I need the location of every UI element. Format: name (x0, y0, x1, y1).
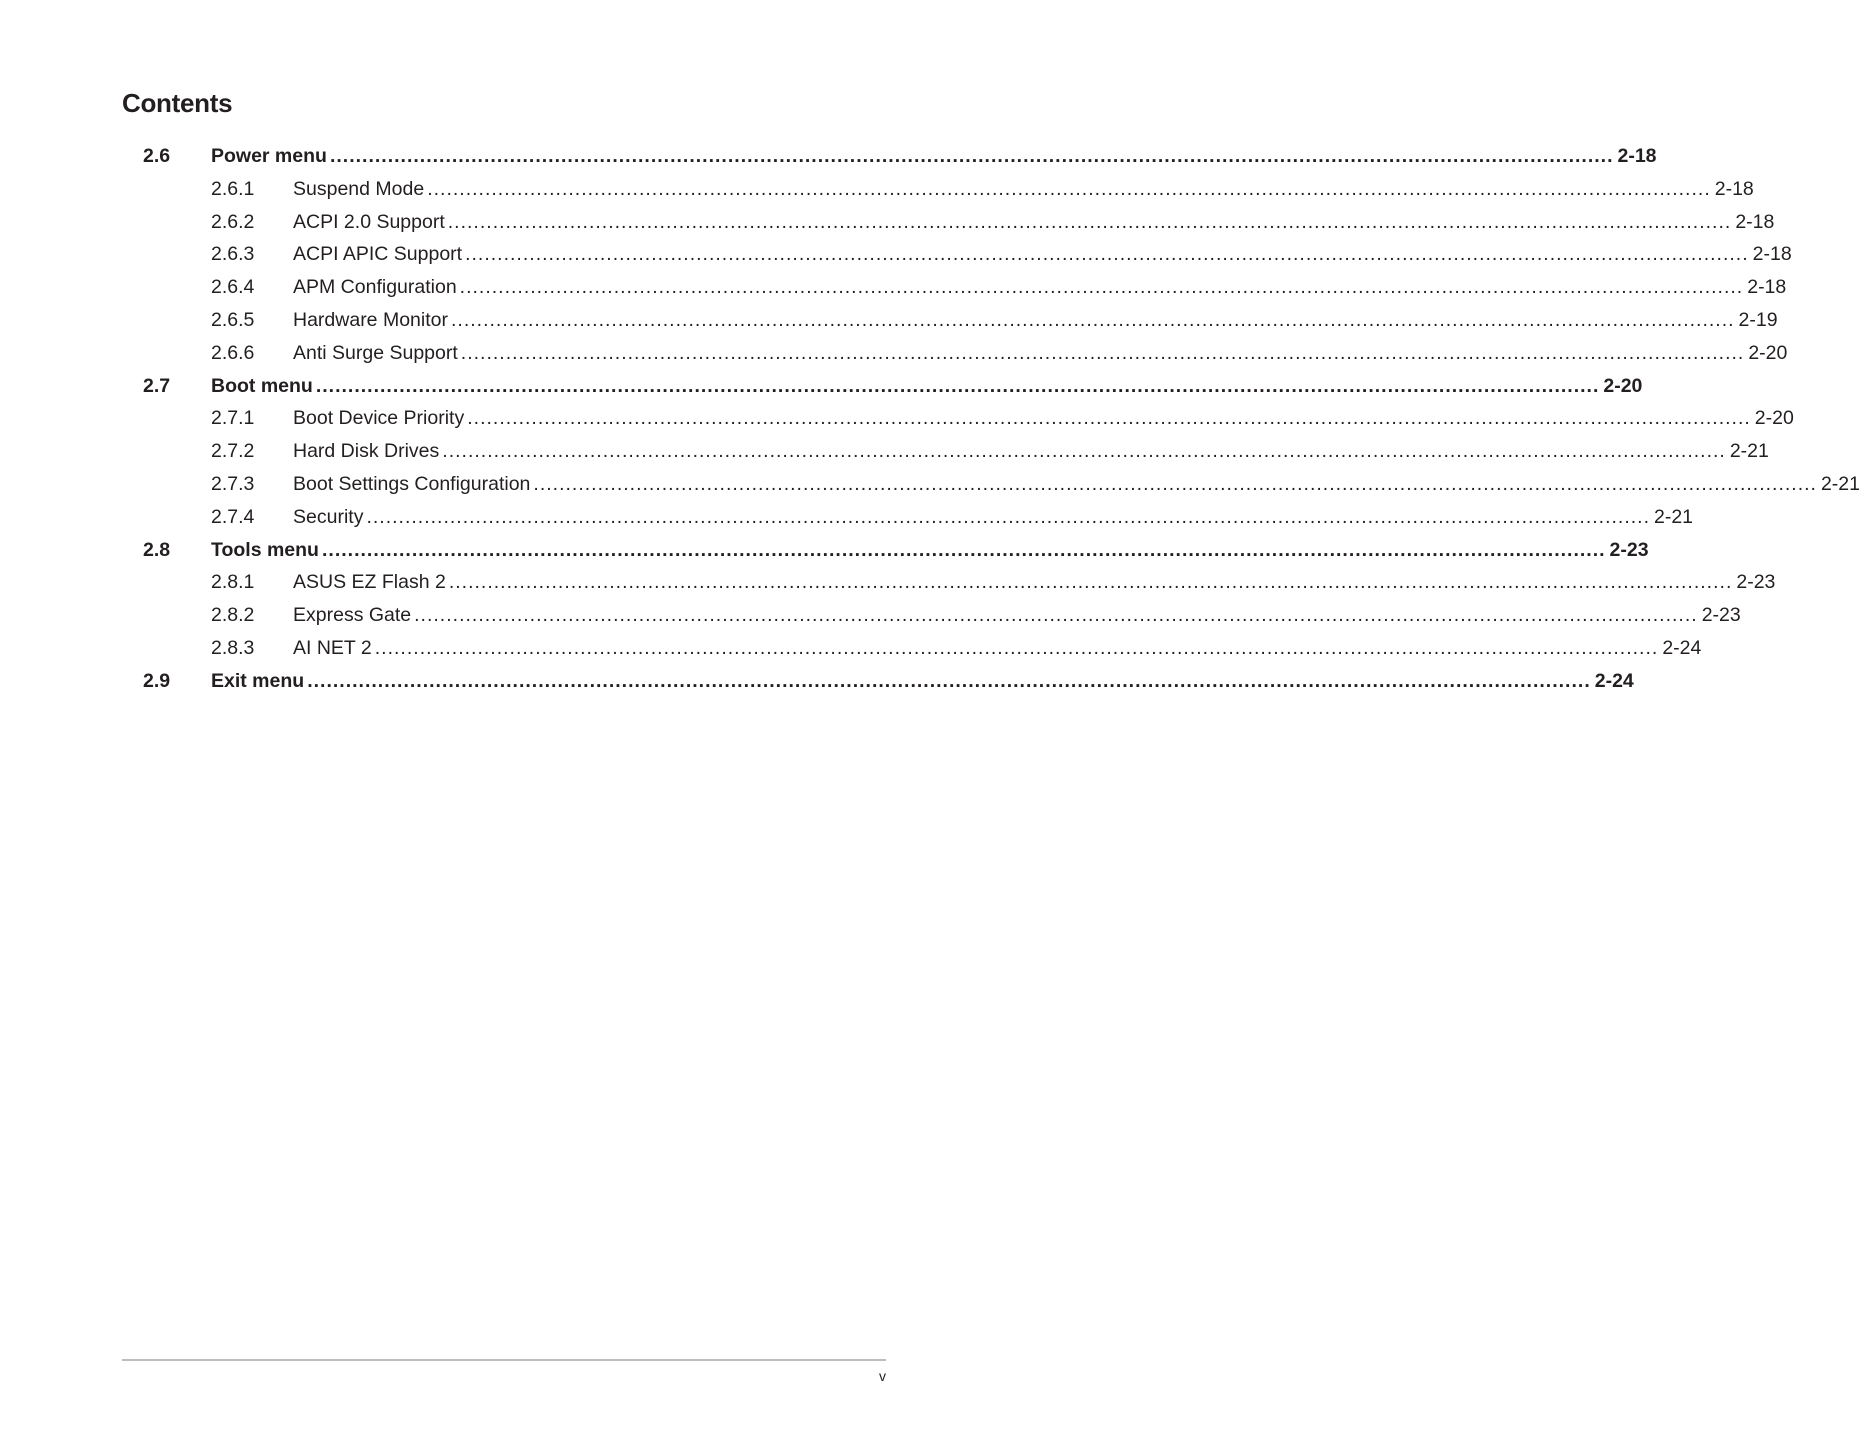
dot-leader: ........................................................................................................................................................................................................ (442, 440, 1726, 463)
dot-leader: ........................................................................................................................................................................................................ (450, 308, 1735, 331)
dot-leader: ........................................................................................................................................................................................................ (414, 604, 1698, 627)
dot-leader: ........................................................................................................................................................................................................ (448, 571, 1733, 594)
toc-entry-number: 2.8.3 (211, 636, 255, 659)
toc-entry-page: 2-18 (1747, 276, 1787, 299)
toc-entry-number: 2.7.2 (211, 440, 255, 463)
toc-entry[interactable] (143, 271, 1787, 304)
dot-leader: ........................................................................................................................................................................................................ (460, 341, 1745, 364)
toc-entry-label: ACPI 2.0 Support (293, 210, 445, 233)
toc-entry[interactable] (143, 370, 1643, 403)
toc-entry-label: Hard Disk Drives (293, 440, 440, 463)
toc-entry-number: 2.6.1 (211, 177, 255, 200)
toc-entry-number: 2.8.1 (211, 571, 255, 594)
toc-entry-number: 2.6.6 (211, 341, 255, 364)
toc-entry[interactable] (143, 566, 1776, 599)
dot-leader: ........................................................................................................................................................................................................ (329, 145, 1614, 167)
table-of-contents (143, 140, 1860, 698)
toc-entry-page: 2-20 (1748, 341, 1788, 364)
toc-entry-number: 2.6.4 (211, 276, 255, 299)
page-number: v (879, 1368, 886, 1384)
toc-entry-page: 2-18 (1752, 243, 1792, 266)
toc-entry-page: 2-18 (1714, 177, 1754, 200)
toc-entry-page: 2-21 (1654, 505, 1694, 528)
toc-entry[interactable] (143, 599, 1741, 632)
dot-leader: ........................................................................................................................................................................................................ (533, 472, 1817, 495)
dot-leader: ........................................................................................................................................................................................................ (307, 669, 1591, 692)
toc-entry-label: APM Configuration (293, 276, 457, 299)
toc-entry-number: 2.7.4 (211, 505, 255, 528)
dot-leader: ........................................................................................................................................................................................................ (467, 407, 1751, 430)
toc-entry[interactable] (143, 337, 1788, 370)
dot-leader: ........................................................................................................................................................................................................ (427, 177, 1711, 200)
page-title: Contents (122, 88, 233, 118)
toc-entry[interactable] (143, 304, 1778, 337)
toc-entry[interactable] (143, 140, 1657, 173)
toc-entry-page: 2-20 (1603, 374, 1643, 397)
toc-entry-page: 2-20 (1754, 407, 1794, 430)
toc-entry-number: 2.6 (143, 145, 171, 167)
toc-entry-label: ASUS EZ Flash 2 (293, 571, 446, 594)
toc-entry[interactable] (143, 501, 1694, 534)
toc-entry-label: Express Gate (293, 604, 412, 627)
toc-entry-number: 2.6.5 (211, 308, 255, 331)
toc-entry-page: 2-18 (1617, 145, 1657, 167)
toc-entry-page: 2-19 (1738, 308, 1778, 331)
footer-divider (122, 1359, 886, 1361)
toc-entry-number: 2.7.3 (211, 472, 255, 495)
toc-entry-number: 2.7 (143, 374, 171, 397)
dot-leader: ........................................................................................................................................................................................................ (459, 276, 1744, 299)
toc-entry-label: ACPI APIC Support (293, 243, 463, 266)
toc-entry-number: 2.9 (143, 669, 171, 692)
toc-entry-label: Boot Device Priority (293, 407, 465, 430)
toc-entry-page: 2-23 (1701, 604, 1741, 627)
toc-entry[interactable] (143, 206, 1775, 239)
toc-entry[interactable] (143, 665, 1634, 698)
toc-entry-number: 2.7.1 (211, 407, 255, 430)
toc-entry[interactable] (143, 402, 1794, 435)
dot-leader: ........................................................................................................................................................................................................ (366, 505, 1650, 528)
toc-entry[interactable] (143, 173, 1754, 206)
toc-entry-number: 2.6.2 (211, 210, 255, 233)
toc-entry[interactable] (143, 238, 1792, 271)
toc-entry-label: Boot Settings Configuration (293, 472, 531, 495)
toc-entry-label: Exit menu (211, 669, 305, 692)
toc-entry-label: Hardware Monitor (293, 308, 448, 331)
dot-leader: ........................................................................................................................................................................................................ (321, 538, 1606, 561)
toc-entry-page: 2-21 (1729, 440, 1769, 463)
toc-entry-label: Tools menu (211, 538, 319, 561)
toc-entry[interactable] (143, 632, 1702, 665)
dot-leader: ........................................................................................................................................................................................................ (374, 636, 1659, 659)
toc-entry-page: 2-18 (1735, 210, 1775, 233)
toc-entry-label: Power menu (211, 145, 327, 167)
toc-entry-page: 2-24 (1594, 669, 1634, 692)
dot-leader: ........................................................................................................................................................................................................ (465, 243, 1749, 266)
toc-entry-number: 2.8 (143, 538, 171, 561)
toc-entry-label: Security (293, 505, 364, 528)
toc-entry-number: 2.8.2 (211, 604, 255, 627)
toc-entry[interactable] (143, 534, 1649, 567)
dot-leader: ........................................................................................................................................................................................................ (447, 210, 1732, 233)
toc-entry[interactable] (143, 435, 1769, 468)
toc-entry-page: 2-23 (1609, 538, 1649, 561)
toc-entry[interactable] (143, 468, 1860, 501)
toc-entry-label: Anti Surge Support (293, 341, 458, 364)
toc-entry-label: AI NET 2 (293, 636, 372, 659)
toc-entry-label: Boot menu (211, 374, 313, 397)
toc-entry-page: 2-23 (1736, 571, 1776, 594)
toc-entry-page: 2-24 (1662, 636, 1702, 659)
dot-leader: ........................................................................................................................................................................................................ (315, 374, 1600, 397)
toc-entry-number: 2.6.3 (211, 243, 255, 266)
toc-entry-page: 2-21 (1820, 472, 1860, 495)
toc-entry-label: Suspend Mode (293, 177, 425, 200)
